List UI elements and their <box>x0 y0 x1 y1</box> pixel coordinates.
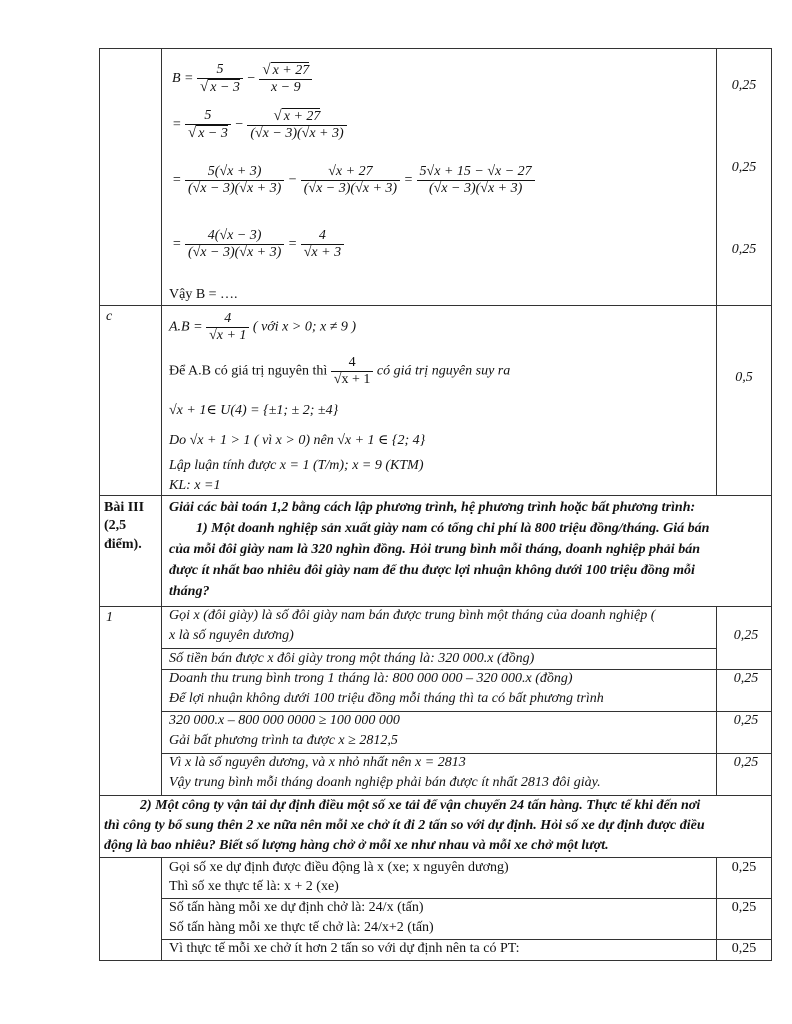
fraction <box>185 228 284 261</box>
denominator: (√x − 3)(√x + 3) <box>417 180 535 197</box>
numerator: 5 <box>216 62 224 77</box>
score: 0,25 <box>731 242 757 257</box>
denominator: x − 3 <box>210 80 240 95</box>
problem-1-text: 1) Một doanh nghiệp sản xuất giày nam có tổng chi phí là 800 triệu đồng/tháng. Giá bán <box>196 521 710 536</box>
solution-line: Để lợi nhuận không dưới 100 triệu đồng mỗi tháng thì ta có bất phương trình <box>169 691 604 706</box>
section-points: (2,5 <box>104 518 127 533</box>
numerator: 4 <box>318 228 326 243</box>
formula-ab <box>169 311 356 344</box>
solution-line: Số tấn hàng mỗi xe thực tế chở là: 24/x+2 (tấn) <box>169 920 434 935</box>
fraction: $\frac{√ x + 27}{(√x - 3)(√x + 3)}$ <box>247 108 346 142</box>
solution-line: Vì x là số nguyên dương, và x nhỏ nhất nên x = 2813 <box>169 755 466 770</box>
formula-b-line1: B = $\frac{5}{√ x - 3}$ − $\frac{√ x + 27}{x - 9}$ <box>172 62 312 96</box>
score: 0,25 <box>733 671 759 686</box>
problem-1-text: tháng? <box>169 584 210 599</box>
solution-line: Gọi x (đôi giày) là số đôi giày nam bán được trung bình một tháng của doanh nghiệp ( <box>169 608 656 623</box>
numerator: 4 <box>348 355 356 370</box>
fraction <box>417 164 535 197</box>
section-points-unit: điểm). <box>104 537 142 552</box>
score: 0,5 <box>735 370 753 385</box>
numerator: x + 27 <box>272 63 310 78</box>
row-label: 1 <box>106 610 113 625</box>
fraction <box>331 355 374 388</box>
section-label: Bài III <box>104 500 145 515</box>
denominator: √x + 1 <box>331 371 374 388</box>
reasoning-line: Lập luận tính được x = 1 (T/m); x = 9 (KTM) <box>169 458 424 473</box>
formula-lhs: B = <box>172 71 194 87</box>
denominator: x − 3 <box>198 126 228 141</box>
text: có giá trị nguyên suy ra <box>376 363 511 379</box>
denominator: (√x − 3)(√x + 3) <box>301 180 400 197</box>
solution-line: Doanh thu trung bình trong 1 tháng là: 800 000 000 – 320 000.x (đồng) <box>169 671 573 686</box>
problem-2-text: động là bao nhiêu? Biết số lượng hàng chở ở mỗi xe như nhau và mỗi xe chở một lượt. <box>104 838 609 853</box>
denominator: (√x − 3)(√x + 3) <box>247 125 346 142</box>
conclusion-text: Vậy B = …. <box>169 287 238 302</box>
range-line: Do √x + 1 > 1 ( vì x > 0) nên √x + 1 ∈ {2; 4} <box>169 433 426 448</box>
solution-line: 320 000.x – 800 000 0000 ≥ 100 000 000 <box>169 713 400 728</box>
numerator: 5 <box>204 108 212 123</box>
fraction: $\frac{5}{√ x - 3}$ <box>185 108 231 142</box>
formula-lhs: A.B = <box>169 319 203 335</box>
score: 0,25 <box>733 755 759 770</box>
fraction: $\frac{√ x + 27}{x - 9}$ <box>259 62 312 96</box>
problem-1-text: được ít nhất bao nhiêu đôi giày nam để thu được lợi nhuận không dưới 100 triệu đồng mỗi <box>169 563 695 578</box>
denominator: x − 9 <box>259 79 312 96</box>
solution-line: x là số nguyên dương) <box>169 628 294 643</box>
problem-2-text: thì công ty bổ sung thên 2 xe nữa nên mỗi xe chở ít đi 2 tấn so với dự định. Hỏi số xe dự định được điều <box>104 818 705 833</box>
denominator: √x + 3 <box>301 244 344 261</box>
score: 0,25 <box>731 860 757 875</box>
solution-line: Vì thực tế mỗi xe chở ít hơn 2 tấn so với dự định nên ta có PT: <box>169 941 520 956</box>
fraction <box>185 164 284 197</box>
solution-line: Số tấn hàng mỗi xe dự định chở là: 24/x (tấn) <box>169 900 424 915</box>
score: 0,25 <box>731 941 757 956</box>
problem-1-text: của mỗi đôi giày nam là 320 nghìn đồng. Hỏi trung bình mỗi tháng, doanh nghiệp phải bán <box>169 542 700 557</box>
solution-line: Gọi số xe dự định được điều động là x (xe; x nguyên dương) <box>169 860 509 875</box>
score: 0,25 <box>733 628 759 643</box>
formula-b-line3: = $\frac{5(√x + 3)}{(√x - 3)(√x + 3)}$ − $\frac{√x + 27}{(√x - 3)(√x + 3)}$ = $\frac{5√x + 15 - √x - 27}{(√x - 3)(√x + 3)}$ <box>172 164 535 197</box>
score: 0,25 <box>731 900 757 915</box>
score: 0,25 <box>733 713 759 728</box>
bai-iii-intro: Giải các bài toán 1,2 bằng cách lập phương trình, hệ phương trình hoặc bất phương trình: <box>169 500 696 515</box>
divisor-line: √x + 1∈ U(4) = {±1; ± 2; ±4} <box>169 403 339 418</box>
integer-condition <box>169 355 510 388</box>
solution-line: Gải bất phương trình ta được x ≥ 2812,5 <box>169 733 398 748</box>
formula-b-line2: = $\frac{5}{√ x - 3}$ − $\frac{√ x + 27}{(√x - 3)(√x + 3)}$ <box>172 108 347 142</box>
numerator: 5(√x + 3) <box>207 164 262 179</box>
numerator: 5√x + 15 − √x − 27 <box>419 164 532 179</box>
fraction <box>206 311 249 344</box>
score: 0,25 <box>731 78 757 93</box>
numerator: x + 27 <box>283 109 321 124</box>
denominator: (√x − 3)(√x + 3) <box>185 244 284 261</box>
formula-b-line4: = $\frac{4(√x - 3)}{(√x - 3)(√x + 3)}$ = $\frac{4}{√x + 3}$ <box>172 228 344 261</box>
solution-line: Vậy trung bình mỗi tháng doanh nghiệp phải bán được ít nhất 2813 đôi giày. <box>169 775 601 790</box>
conclusion-line: KL: x =1 <box>169 478 221 493</box>
solution-line: Thì số xe thực tế là: x + 2 (xe) <box>169 879 339 894</box>
fraction <box>301 164 400 197</box>
fraction: $\frac{5}{√ x - 3}$ <box>197 62 243 96</box>
row-label: c <box>106 309 113 324</box>
solution-line: Số tiền bán được x đôi giày trong một tháng là: 320 000.x (đồng) <box>169 651 535 666</box>
text: Để A.B có giá trị nguyên thì <box>169 363 328 379</box>
condition-text: ( với x > 0; x ≠ 9 ) <box>252 319 357 335</box>
numerator: 4 <box>224 311 232 326</box>
numerator: 4(√x − 3) <box>207 228 262 243</box>
fraction <box>301 228 344 261</box>
numerator: √x + 27 <box>328 164 373 179</box>
denominator: (√x − 3)(√x + 3) <box>185 180 284 197</box>
score: 0,25 <box>731 160 757 175</box>
problem-2-text: 2) Một công ty vận tải dự định điều một số xe tải để vận chuyển 24 tấn hàng. Thực tế khi đến nơi <box>140 798 701 813</box>
denominator: √x + 1 <box>206 327 249 344</box>
